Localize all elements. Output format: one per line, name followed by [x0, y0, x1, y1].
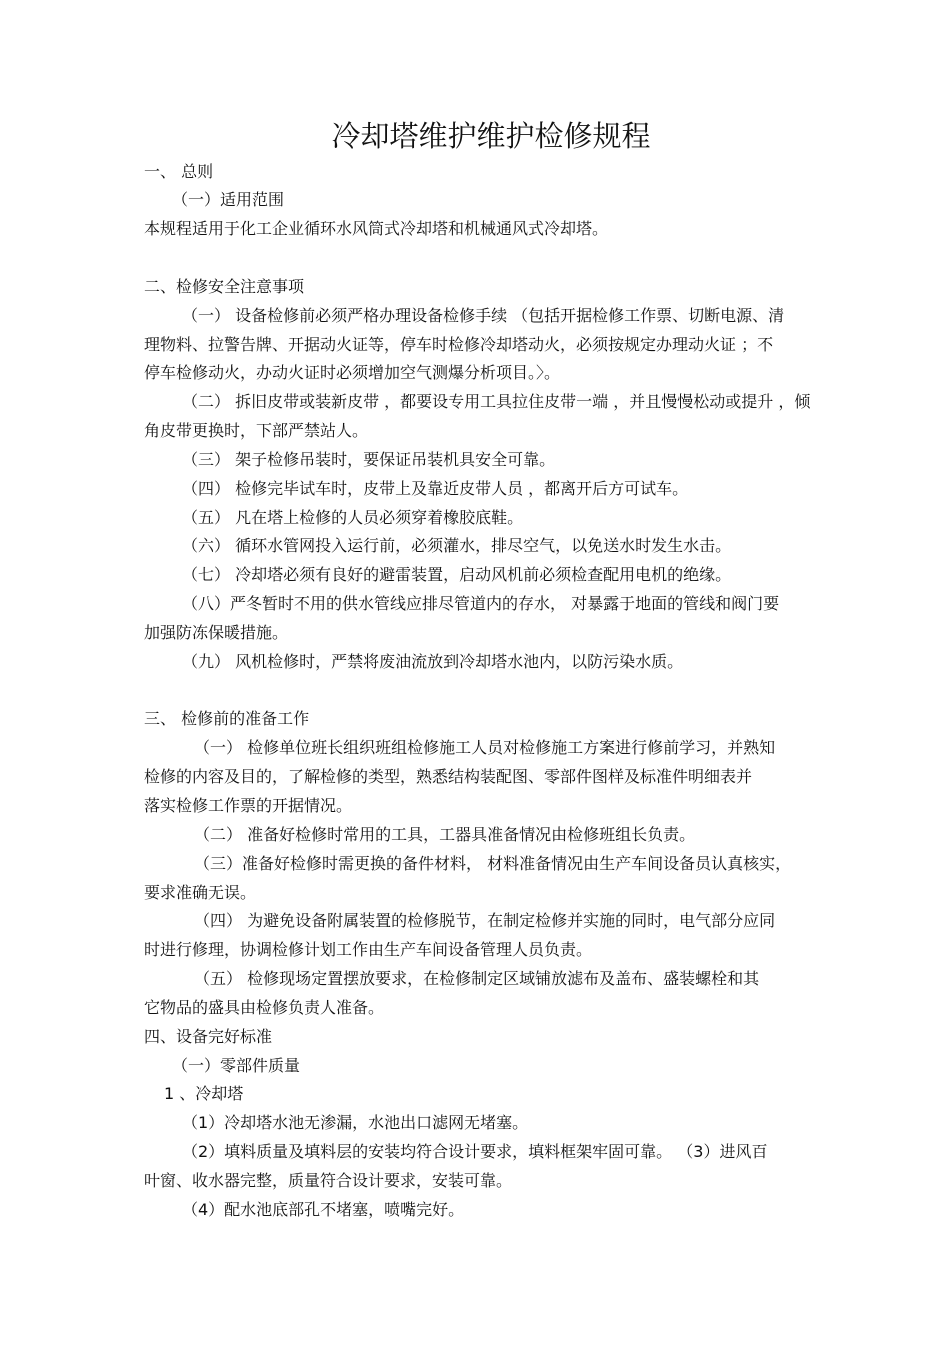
paragraph-line: （九） 风机检修时，严禁将废油流放到冷却塔水池内，以防污染水质。 [182, 652, 684, 671]
paragraph-line: （1）冷却塔水池无渗漏，水池出口滤网无堵塞。 [182, 1113, 529, 1132]
paragraph-line: 要求准确无误。 [144, 883, 257, 902]
section-heading: 二、检修安全注意事项 [144, 277, 305, 296]
paragraph-line: 停车检修动火，办动火证时必须增加空气测爆分析项目。〉。 [144, 363, 561, 382]
paragraph-line: （三）准备好检修时需更换的备件材料， 材料准备情况由生产车间设备员认真核实， [194, 854, 792, 873]
paragraph-line: 本规程适用于化工企业循环水风筒式冷却塔和机械通风式冷却塔。 [144, 219, 609, 238]
paragraph-line: （二） 拆旧皮带或装新皮带 ，都要设专用工具拉住皮带一端 ，并且慢慢松动或提升 ，倾 [182, 392, 811, 411]
paragraph-line: 检修的内容及目的，了解检修的类型，熟悉结构装配图、零部件图样及标准件明细表并 [144, 767, 753, 786]
paragraph-line: 它物品的盛具由检修负责人准备。 [144, 998, 385, 1017]
paragraph-line: （一） 检修单位班长组织班组检修施工人员对检修施工方案进行修前学习，并熟知 [194, 738, 776, 757]
section-heading: 一、 总则 [144, 162, 214, 181]
paragraph-line: （八）严冬暂时不用的供水管线应排尽管道内的存水， 对暴露于地面的管线和阀门要 [182, 594, 780, 613]
paragraph-line: 加强防冻保暖措施。 [144, 623, 289, 642]
item-heading: 1 、冷却塔 [164, 1084, 244, 1103]
paragraph-line: 落实检修工作票的开据情况。 [144, 796, 353, 815]
section-heading: 三、 检修前的准备工作 [144, 709, 310, 728]
paragraph-line: （四） 检修完毕试车时，皮带上及靠近皮带人员 ，都离开后方可试车。 [182, 479, 689, 498]
paragraph-line: 角皮带更换时，下部严禁站人。 [144, 421, 369, 440]
paragraph-line: （4）配水池底部孔不堵塞，喷嘴完好。 [182, 1200, 465, 1219]
paragraph-line: 理物料、拉警告牌、开据动火证等，停车时检修冷却塔动火，必须按规定办理动火证 ；不 [144, 335, 774, 354]
document-title: 冷却塔维护维护检修规程 [331, 119, 651, 153]
paragraph-line: （六） 循环水管网投入运行前，必须灌水，排尽空气，以免送水时发生水击。 [182, 536, 732, 555]
paragraph-line: （七） 冷却塔必须有良好的避雷装置，启动风机前必须检查配用电机的绝缘。 [182, 565, 732, 584]
subsection-heading: （一）零部件质量 [172, 1056, 301, 1075]
paragraph-line: （2）填料质量及填料层的安装均符合设计要求，填料框架牢固可靠。 （3）进风百 [182, 1142, 768, 1161]
paragraph-line: 叶窗、收水器完整，质量符合设计要求，安装可靠。 [144, 1171, 513, 1190]
paragraph-line: （五） 凡在塔上检修的人员必须穿着橡胶底鞋。 [182, 508, 524, 527]
subsection-heading: （一）适用范围 [172, 190, 285, 209]
section-heading: 四、设备完好标准 [144, 1027, 273, 1046]
paragraph-line: （三） 架子检修吊装时，要保证吊装机具安全可靠。 [182, 450, 556, 469]
paragraph-line: 时进行修理，协调检修计划工作由生产车间设备管理人员负责。 [144, 940, 593, 959]
paragraph-line: （五） 检修现场定置摆放要求，在检修制定区域铺放滤布及盖布、盛装螺栓和其 [194, 969, 760, 988]
paragraph-line: （一） 设备检修前必须严格办理设备检修手续 （包括开据检修工作票、切断电源、清 [182, 306, 785, 325]
paragraph-line: （四） 为避免设备附属装置的检修脱节，在制定检修并实施的同时，电气部分应同 [194, 911, 776, 930]
paragraph-line: （二） 准备好检修时常用的工具，工器具准备情况由检修班组长负责。 [194, 825, 696, 844]
